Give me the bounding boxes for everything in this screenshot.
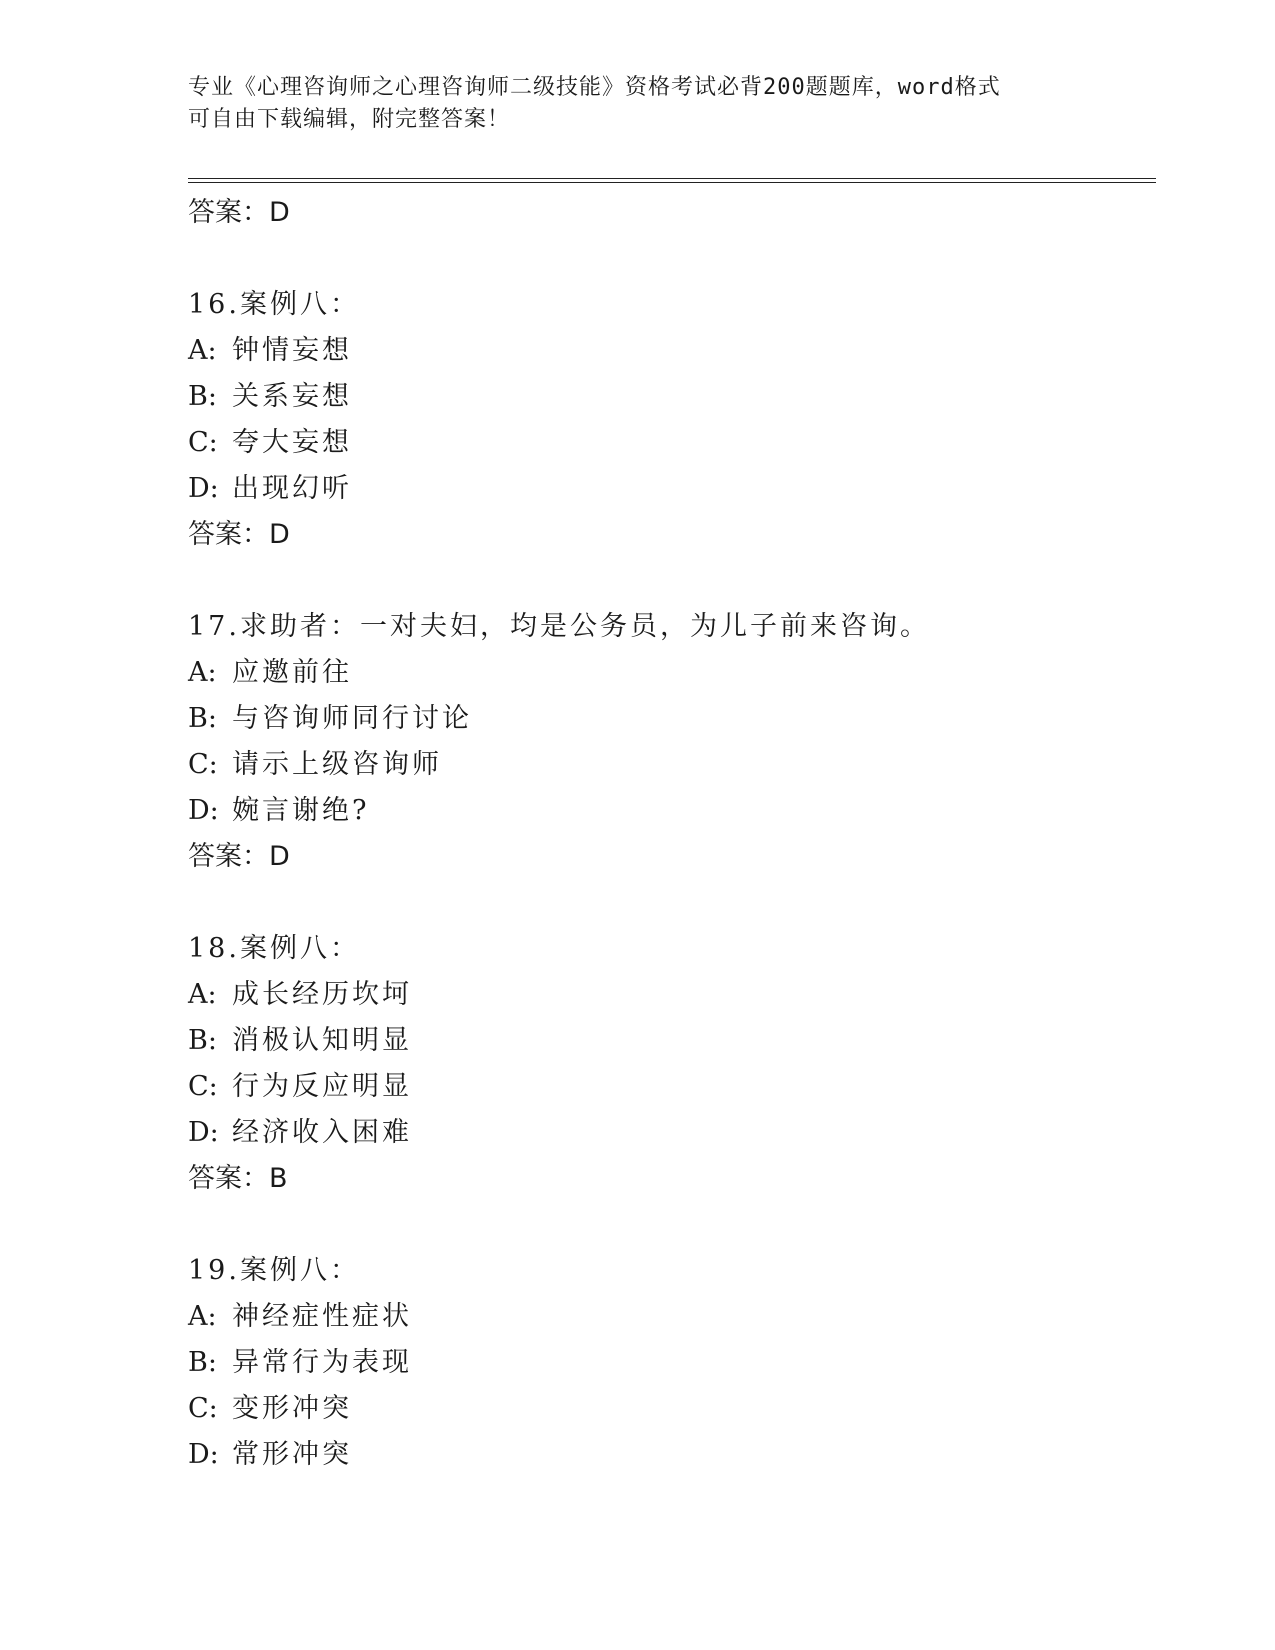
question-block — [188, 282, 1148, 558]
answer-line: 答案：D — [188, 197, 290, 228]
option-c — [188, 1064, 1148, 1110]
question-block — [188, 604, 1148, 880]
option-c — [188, 1386, 1148, 1432]
question-list — [188, 190, 1148, 1478]
option-text: 出现幻听 — [232, 473, 352, 504]
option-text: 应邀前往 — [232, 657, 352, 688]
question-block — [188, 1248, 1148, 1478]
option-b — [188, 1018, 1148, 1064]
option-d — [188, 1110, 1148, 1156]
option-label: C: — [188, 749, 218, 780]
option-label: A: — [188, 335, 217, 366]
question-text: 16.案例八： — [188, 289, 360, 320]
answer-line: 答案：B — [188, 1163, 288, 1194]
option-b — [188, 696, 1148, 742]
spacer — [188, 1202, 1148, 1248]
option-text: 成长经历坎坷 — [232, 979, 412, 1010]
option-text: 神经症性症状 — [232, 1301, 412, 1332]
option-a — [188, 328, 1148, 374]
option-b — [188, 1340, 1148, 1386]
option-text: 钟情妄想 — [232, 335, 352, 366]
question-text: 19.案例八： — [188, 1255, 360, 1286]
option-text: 关系妄想 — [232, 381, 352, 412]
option-label: D: — [188, 473, 219, 504]
option-text: 消极认知明显 — [232, 1025, 412, 1056]
header-title-line-2: 可自由下载编辑，附完整答案！ — [188, 107, 511, 132]
option-label: D: — [188, 1439, 219, 1470]
header-title-line-1: 专业《心理咨询师之心理咨询师二级技能》资格考试必背200题题库，word格式 — [188, 75, 1001, 100]
header-divider-top — [188, 178, 1156, 179]
option-text: 与咨询师同行讨论 — [232, 703, 472, 734]
option-text: 变形冲突 — [232, 1393, 352, 1424]
option-a — [188, 1294, 1148, 1340]
option-text: 夸大妄想 — [232, 427, 352, 458]
option-label: B: — [188, 381, 217, 412]
header-divider-bottom — [188, 182, 1156, 183]
option-a — [188, 650, 1148, 696]
option-label: A: — [188, 657, 217, 688]
option-a — [188, 972, 1148, 1018]
option-label: A: — [188, 979, 217, 1010]
option-text: 行为反应明显 — [232, 1071, 412, 1102]
option-c — [188, 420, 1148, 466]
option-d — [188, 466, 1148, 512]
spacer — [188, 880, 1148, 926]
spacer — [188, 236, 1148, 282]
option-label: D: — [188, 1117, 219, 1148]
answer-line: 答案：D — [188, 519, 290, 550]
answer-line: 答案：D — [188, 841, 290, 872]
option-label: C: — [188, 1393, 218, 1424]
option-c — [188, 742, 1148, 788]
option-label: A: — [188, 1301, 217, 1332]
question-text: 18.案例八： — [188, 933, 360, 964]
option-label: B: — [188, 703, 217, 734]
spacer — [188, 558, 1148, 604]
option-b — [188, 374, 1148, 420]
option-text: 经济收入困难 — [232, 1117, 412, 1148]
option-text: 异常行为表现 — [232, 1347, 412, 1378]
option-label: B: — [188, 1347, 217, 1378]
option-d — [188, 788, 1148, 834]
document-header — [188, 72, 1088, 136]
question-text: 17.求助者：一对夫妇，均是公务员，为儿子前来咨询。 — [188, 611, 930, 642]
option-d — [188, 1432, 1148, 1478]
option-label: C: — [188, 1071, 218, 1102]
option-label: B: — [188, 1025, 217, 1056]
option-text: 婉言谢绝? — [232, 795, 370, 826]
question-block — [188, 926, 1148, 1202]
option-text: 常形冲突 — [232, 1439, 352, 1470]
option-label: C: — [188, 427, 218, 458]
option-text: 请示上级咨询师 — [232, 749, 442, 780]
option-label: D: — [188, 795, 219, 826]
